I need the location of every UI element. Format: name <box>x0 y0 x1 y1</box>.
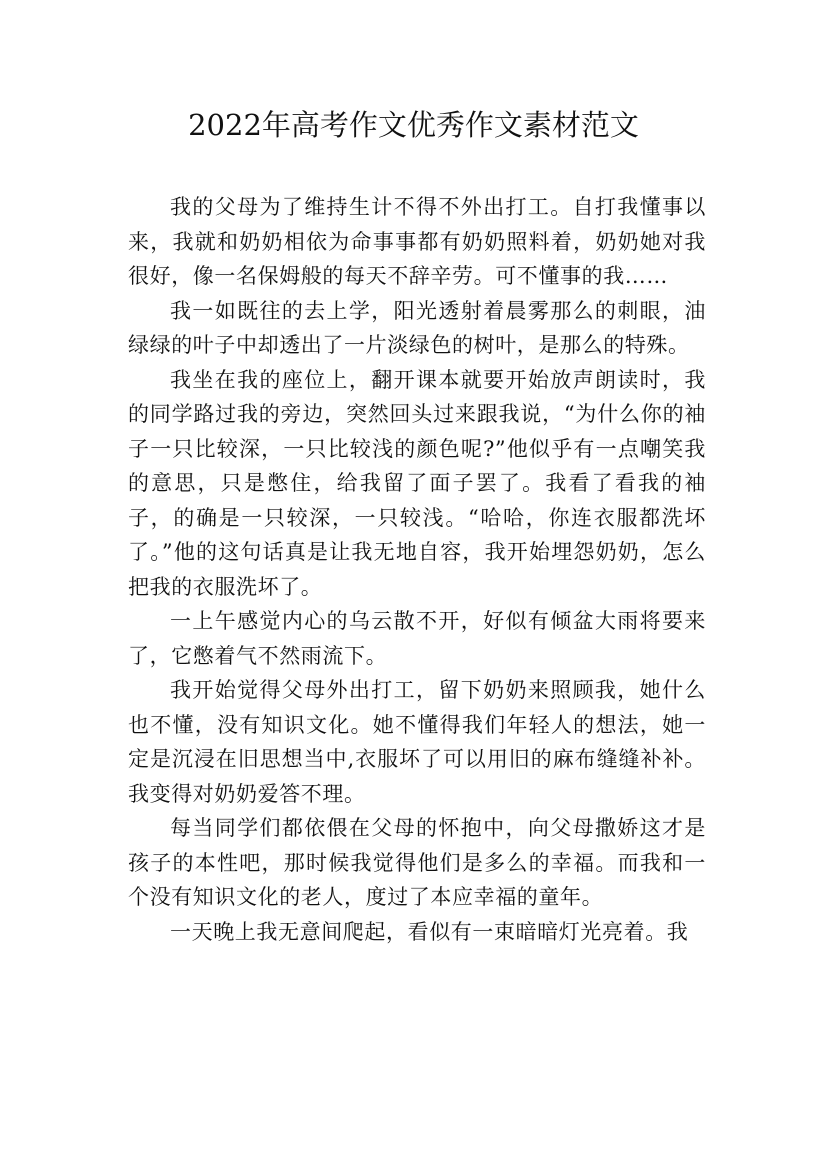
paragraph-5: 我开始觉得父母外出打工，留下奶奶来照顾我，她什么也不懂，没有知识文化。她不懂得我们年轻人的想法，她一定是沉浸在旧思想当中,衣服坏了可以用旧的麻布缝缝补补。我变得对奶奶爱答不理。 <box>128 678 706 806</box>
document-body <box>128 190 706 949</box>
paragraph-1: 我的父母为了维持生计不得不外出打工。自打我懂事以来，我就和奶奶相依为命事事都有奶奶照料着，奶奶她对我很好，像一名保姆般的每天不辞辛劳。可不懂事的我…… <box>128 195 706 288</box>
paragraph-7: 一天晚上我无意间爬起，看似有一束暗暗灯光亮着。我 <box>170 919 689 944</box>
paragraph-2: 我一如既往的去上学，阳光透射着晨雾那么的刺眼，油绿绿的叶子中却透出了一片淡绿色的树叶，是那么的特殊。 <box>128 298 706 357</box>
document-title: 2022年高考作文优秀作文素材范文 <box>188 108 639 142</box>
paragraph-6: 每当同学们都依偎在父母的怀抱中，向父母撒娇这才是孩子的本性吧，那时候我觉得他们是多么的幸福。而我和一个没有知识文化的老人，度过了本应幸福的童年。 <box>128 816 706 909</box>
paragraph-4: 一上午感觉内心的乌云散不开，好似有倾盆大雨将要来了，它憋着气不然雨流下。 <box>128 609 706 668</box>
paragraph-3: 我坐在我的座位上，翻开课本就要开始放声朗读时，我的同学路过我的旁边，突然回头过来跟我说，“为什么你的袖子一只比较深，一只比较浅的颜色呢?”他似乎有一点嘲笑我的意思，只是憋住，给我留了面子罢了。我看了看我的袖子，的确是一只较深，一只较浅。“哈哈，你连衣服都洗坏了。”他的这句话真是让我无地自容，我开始埋怨奶奶，怎么把我的衣服洗坏了。 <box>128 367 706 599</box>
